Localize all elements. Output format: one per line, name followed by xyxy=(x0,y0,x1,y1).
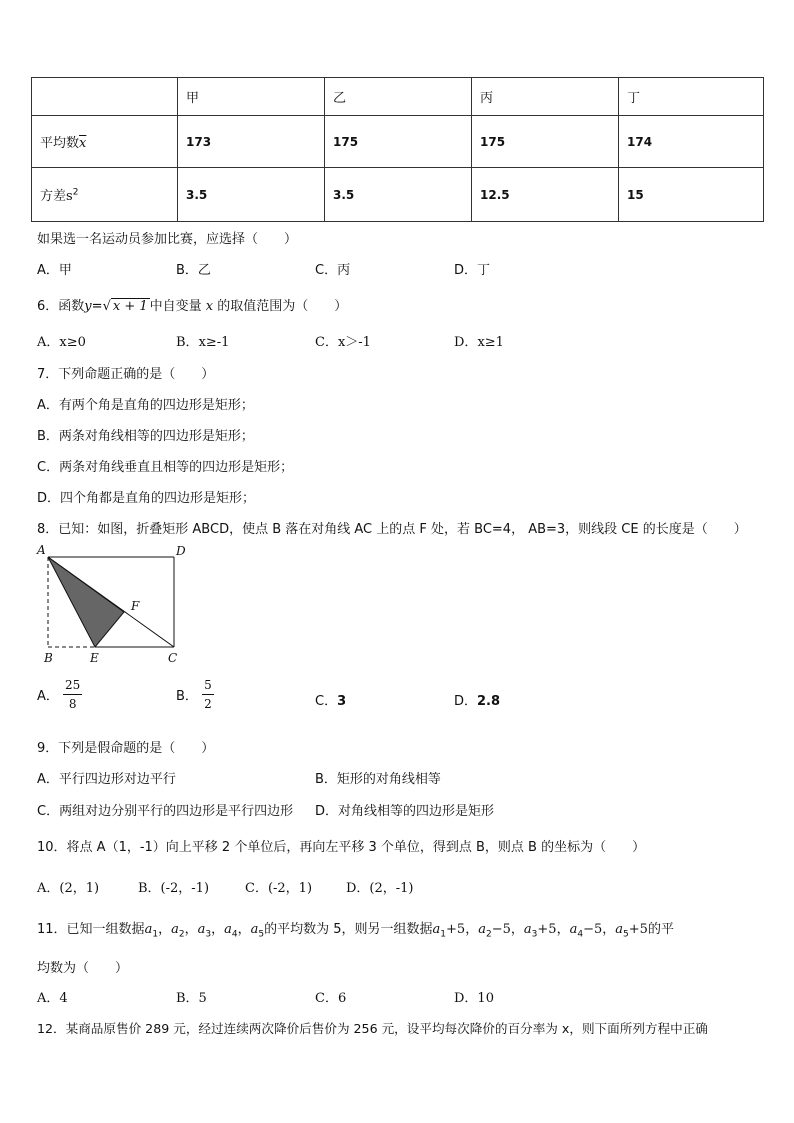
q5-option-c: C．丙 xyxy=(315,263,351,278)
table-header-cell: 丁 xyxy=(619,78,764,116)
q6-option-d: D．x≥1 xyxy=(454,335,504,350)
q8-option-a: A． $\frac{25}{8}$ xyxy=(37,678,81,711)
q9-option-b: B．矩形的对角线相等 xyxy=(315,772,441,787)
q7-option-a: A．有两个角是直角的四边形是矩形； xyxy=(37,398,254,413)
table-cell: 175 xyxy=(472,116,619,168)
table-header-cell: 甲 xyxy=(178,78,325,116)
q10-stem: 10．将点 A（1，-1）向上平移 2 个单位后，再向左平移 3 个单位，得到点 B，则点 B 的坐标为（ ） xyxy=(37,840,646,855)
q9-option-a: A．平行四边形对边平行 xyxy=(37,772,176,787)
table-cell: 12.5 xyxy=(472,168,619,222)
score-table xyxy=(31,77,764,222)
q7-option-b: B．两条对角线相等的四边形是矩形； xyxy=(37,429,254,444)
table-row-variance xyxy=(32,168,764,222)
q9-stem: 9．下列是假命题的是（ ） xyxy=(37,741,215,756)
q8-option-b: B． $\frac{5}{2}$ xyxy=(176,678,212,711)
q11-option-c: C．6 xyxy=(315,991,347,1006)
q10-option-c: C．(-2，1) xyxy=(245,881,313,896)
q8-figure xyxy=(36,542,196,668)
q9-option-d: D．对角线相等的四边形是矩形 xyxy=(315,804,495,819)
q5-option-d: D．丁 xyxy=(454,263,491,278)
row-label-variance: 方差$s^2$ xyxy=(32,168,178,222)
q11-option-b: B．5 xyxy=(176,991,207,1006)
folded-triangle xyxy=(48,557,124,647)
table-cell: 15 xyxy=(619,168,764,222)
table-header-row xyxy=(32,78,764,116)
label-e: E xyxy=(90,651,99,665)
q5-option-b: B．乙 xyxy=(176,263,211,278)
q6-option-a: A．x≥0 xyxy=(37,335,86,350)
q6-option-c: C．x＞-1 xyxy=(315,335,371,350)
q10-option-a: A．(2，1) xyxy=(37,881,100,896)
q6-stem: 6．函数y=√ x + 1 中自变量 x 的取值范围为（ ） xyxy=(37,299,348,314)
q8-option-c: C．3 xyxy=(315,694,347,709)
q8-option-d: D．2.8 xyxy=(454,694,501,709)
q5-option-a: A．甲 xyxy=(37,263,72,278)
table-cell: 3.5 xyxy=(325,168,472,222)
q10-option-b: B．(-2，-1) xyxy=(138,881,210,896)
table-header-cell xyxy=(32,78,178,116)
q11-option-d: D．10 xyxy=(454,991,494,1006)
diagonal-ac xyxy=(48,557,174,647)
q11-option-a: A．4 xyxy=(37,991,68,1006)
table-cell: 3.5 xyxy=(178,168,325,222)
q7-stem: 7．下列命题正确的是（ ） xyxy=(37,367,215,382)
label-f: F xyxy=(131,599,140,613)
sqrt-icon: √ xyxy=(102,299,111,314)
table-cell: 174 xyxy=(619,116,764,168)
table-cell: 175 xyxy=(325,116,472,168)
row-label-mean: 平均数$\overline{x}$ xyxy=(32,116,178,168)
label-b: B xyxy=(44,651,53,665)
q6-option-b: B．x≥-1 xyxy=(176,335,230,350)
q7-option-c: C．两条对角线垂直且相等的四边形是矩形； xyxy=(37,460,294,475)
q11-stem: 11．已知一组数据$a_1$，$a_2$，$a_3$，$a_4$，$a_5$的平均数为 5，则另一组数据$a_1+5$，$a_2-5$，$a_3+5$，$a_4-5$，$a_5+5$的平 xyxy=(37,922,674,940)
q12-stem: 12．某商品原售价 289 元，经过连续两次降价后售价为 256 元，设平均每次降价的百分率为 x，则下面所列方程中正确 xyxy=(37,1021,708,1036)
table-row-mean xyxy=(32,116,764,168)
label-c: C xyxy=(168,651,178,665)
q10-option-d: D．(2，-1) xyxy=(346,881,414,896)
q8-stem: 8．已知：如图，折叠矩形 ABCD，使点 B 落在对角线 AC 上的点 F 处，若 BC=4， AB=3，则线段 CE 的长度是（ ） xyxy=(37,522,747,537)
q5-stem: 如果选一名运动员参加比赛，应选择（ ） xyxy=(37,232,298,247)
label-d: D xyxy=(176,544,186,558)
table-header-cell: 丙 xyxy=(472,78,619,116)
q11-stem-line2: 均数为（ ） xyxy=(37,961,129,976)
table-cell: 173 xyxy=(178,116,325,168)
q9-option-c: C．两组对边分别平行的四边形是平行四边形 xyxy=(37,804,294,819)
label-a: A xyxy=(37,543,46,557)
q7-option-d: D．四个角都是直角的四边形是矩形； xyxy=(37,491,256,506)
table-header-cell: 乙 xyxy=(325,78,472,116)
